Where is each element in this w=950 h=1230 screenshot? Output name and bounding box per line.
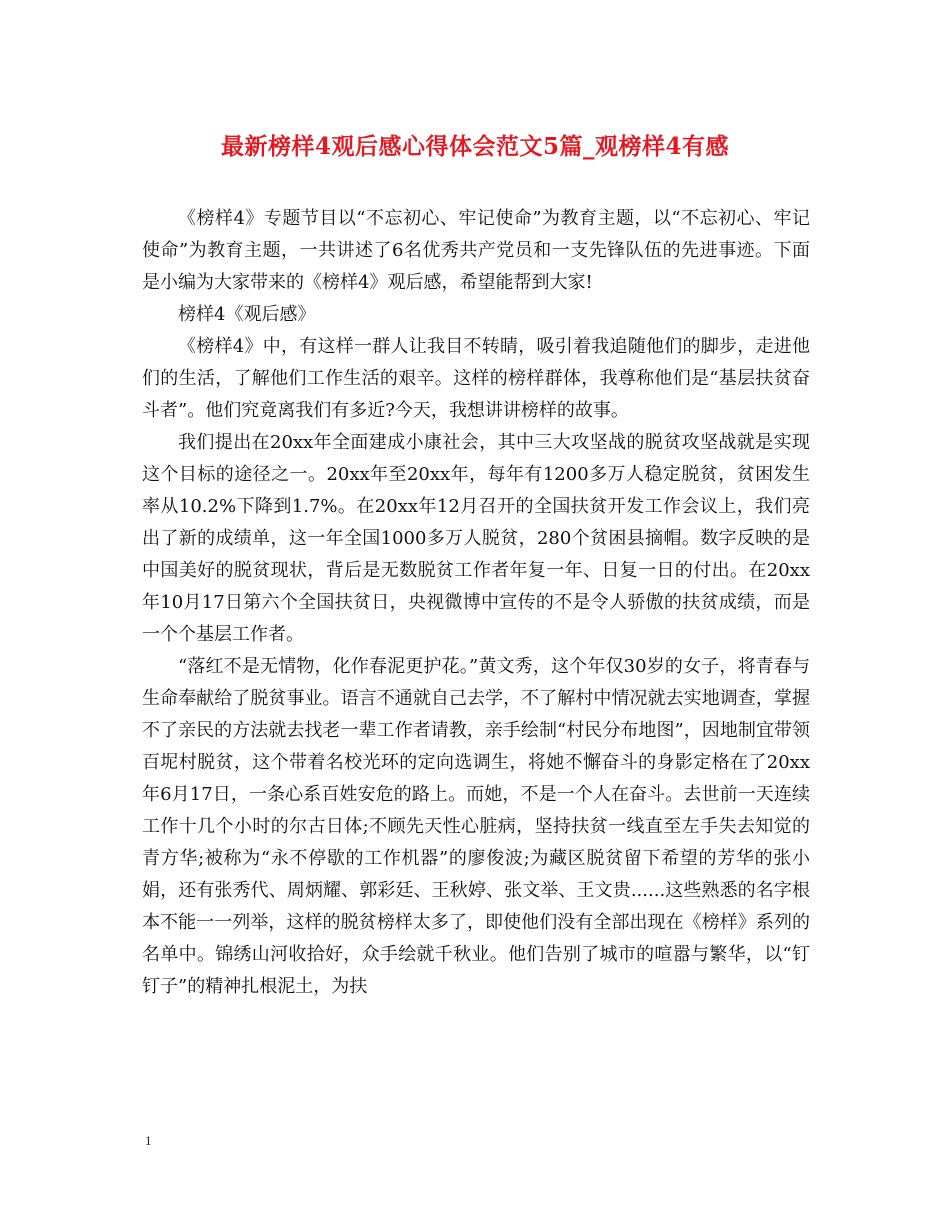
paragraph-intro: 《榜样4》专题节目以“不忘初心、牢记使命”为教育主题，以“不忘初心、牢记使命”为教育主题，一共讲述了6名优秀共产党员和一支先锋队伍的先进事迹。下面是小编为大家带来的《榜样4》观后感，希望能帮到大家! <box>142 208 810 293</box>
paragraph-3: “落红不是无情物，化作春泥更护花。”黄文秀，这个年仅30岁的女子，将青春与生命奉献给了脱贫事业。语言不通就自己去学，不了解村中情况就去实地调查，掌握不了亲民的方法就去找老一辈工作者请教，亲手绘制“村民分布地图”，因地制宜带领百坭村脱贫，这个带着名校光环的定向选调生，将她不懈奋斗的身影定格在了20xx年6月17日，一条心系百姓安危的路上。而她，不是一个人在奋斗。去世前一天连续工作十几个小时的尔古日体;不顾先天性心脏病，坚持扶贫一线直至左手失去知觉的青方华;被称为“永不停歇的工作机器”的廖俊波;为藏区脱贫留下希望的芳华的张小娟，还有张秀代、周炳耀、郭彩廷、王秋婷、张文举、王文贵......这些熟悉的名字根本不能一一列举，这样的脱贫榜样太多了，即使他们没有全部出现在《榜样》系列的名单中。锦绣山河收拾好，众手绘就千秋业。他们告别了城市的喧嚣与繁华，以“钉钉子”的精神扎根泥土，为扶 <box>142 656 810 997</box>
paragraph-2: 我们提出在20xx年全面建成小康社会，其中三大攻坚战的脱贫攻坚战就是实现这个目标的途径之一。20xx年至20xx年，每年有1200多万人稳定脱贫，贫困发生率从10.2%下降到1.7%。在20xx年12月召开的全国扶贫开发工作会议上，我们亮出了新的成绩单，这一年全国1000多万人脱贫，280个贫困县摘帽。数字反映的是中国美好的脱贫现状，背后是无数脱贫工作者年复一年、日复一日的付出。在20xx年10月17日第六个全国扶贫日，央视微博中宣传的不是令人骄傲的扶贫成绩，而是一个个基层工作者。 <box>142 432 810 645</box>
page-number: 1 <box>145 1133 152 1148</box>
document-body <box>142 203 810 1003</box>
paragraph-1: 《榜样4》中，有这样一群人让我目不转睛，吸引着我追随他们的脚步，走进他们的生活，了解他们工作生活的艰辛。这样的榜样群体，我尊称他们是“基层扶贫奋斗者”。他们究竟离我们有多近?今天，我想讲讲榜样的故事。 <box>142 336 810 421</box>
paragraph-subheading: 榜样4《观后感》 <box>178 304 316 325</box>
document-title: 最新榜样4观后感心得体会范文5篇_观榜样4有感 <box>220 133 729 160</box>
